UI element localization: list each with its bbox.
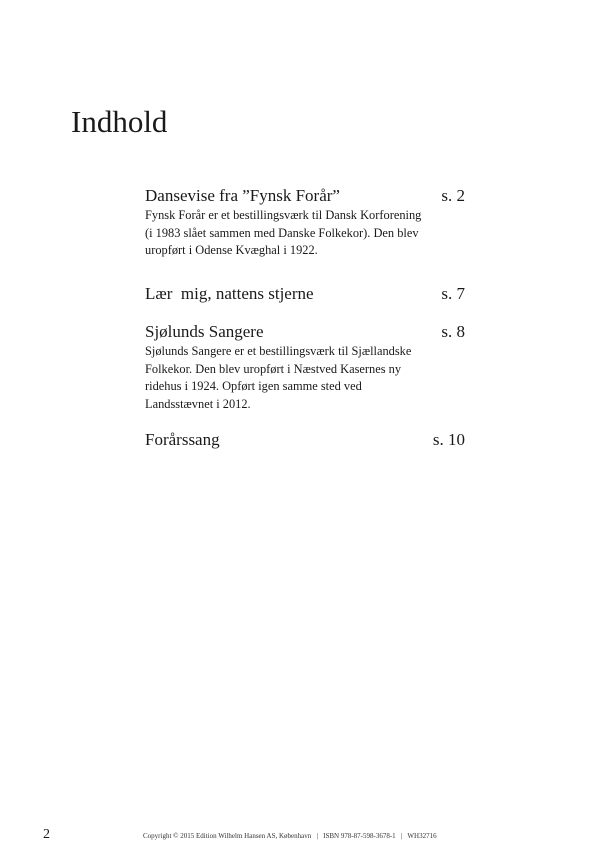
description-line: Fynsk Forår er et bestillingsværk til Dansk Korforening bbox=[145, 208, 422, 222]
toc-entry-page: s. 2 bbox=[441, 186, 465, 205]
toc-entry-dansevise bbox=[145, 186, 465, 260]
toc-entry-title: Lær mig, nattens stjerne bbox=[145, 284, 314, 303]
toc-entry-description bbox=[145, 343, 465, 413]
description-line: ridehus i 1924. Opført igen samme sted ved bbox=[145, 379, 362, 393]
footer-copyright: Copyright © 2015 Edition Wilhelm Hansen AS, København | ISBN 978-87-598-3678-1 | WH32716 bbox=[143, 832, 437, 840]
toc-entry-laer-mig bbox=[145, 284, 465, 304]
page-title: Indhold bbox=[71, 104, 168, 139]
toc-entry-page: s. 7 bbox=[441, 284, 465, 303]
toc-entry-sjolunds-sangere bbox=[145, 322, 465, 413]
description-line: Folkekor. Den blev uropført i Næstved Kasernes ny bbox=[145, 361, 402, 376]
toc-entry-page: s. 10 bbox=[432, 430, 465, 449]
description-line: Landsstævnet i 2012. bbox=[145, 396, 251, 411]
page-number: 2 bbox=[43, 827, 50, 842]
toc-entry-title: Sjølunds Sangere bbox=[145, 322, 264, 341]
toc-entry-title: Forårssang bbox=[145, 430, 220, 449]
toc-entry-description bbox=[145, 207, 465, 260]
toc-entry-title: Dansevise fra ”Fynsk Forår” bbox=[145, 186, 340, 205]
toc-entry-page: s. 8 bbox=[441, 322, 465, 341]
toc-entry-foraarssang bbox=[145, 430, 465, 450]
description-line: Sjølunds Sangere er et bestillingsværk til Sjællandske bbox=[145, 344, 412, 358]
description-line: (i 1983 slået sammen med Danske Folkekor). Den blev bbox=[145, 225, 419, 240]
description-line: uropført i Odense Kvæghal i 1922. bbox=[145, 243, 318, 257]
